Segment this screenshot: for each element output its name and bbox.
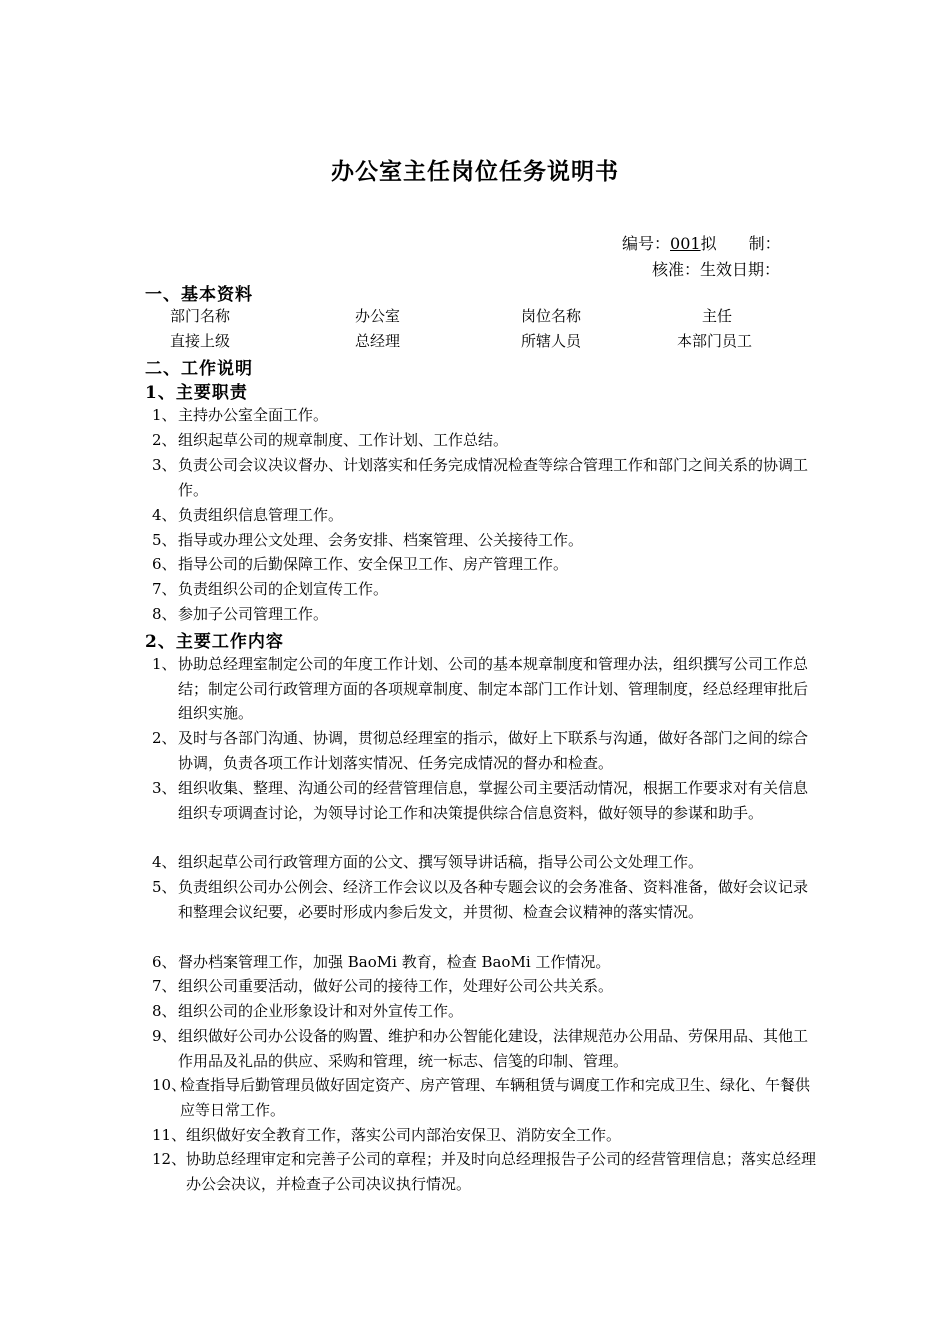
list-item: [152, 453, 820, 502]
list-item-text: 协助总经理室制定公司的年度工作计划、公司的基本规章制度和管理办法，组织撰写公司工作总结；制定公司行政管理方面的各项规章制度、制定本部门工作计划、管理制度，经总经理审批后组织实施。: [178, 655, 809, 722]
list-item-number: 5、: [152, 878, 177, 896]
list-item: [152, 552, 820, 577]
number-label: 编号：: [622, 234, 671, 253]
number-value: 001: [670, 234, 701, 253]
list-item: [152, 1024, 820, 1073]
list-item-text: 参加子公司管理工作。: [178, 605, 329, 623]
list-item-number: 6、: [152, 555, 177, 573]
list-item-number: 12、: [152, 1150, 187, 1168]
list-item-number: 2、: [152, 431, 177, 449]
info-label-subordinates: 所辖人员: [521, 332, 582, 350]
list-item: [152, 974, 820, 999]
drafter-label: 拟 制：: [700, 234, 781, 253]
effective-date-label: 生效日期：: [700, 260, 781, 279]
list-item: [152, 428, 820, 453]
approver-label: 核准：: [652, 260, 701, 279]
subsection-heading-duties: 1、主要职责: [145, 383, 248, 403]
list-item-text: 指导或办理公文处理、会务安排、档案管理、公关接待工作。: [178, 531, 584, 549]
info-value-superior: 总经理: [355, 332, 401, 350]
list-item-text: 组织做好安全教育工作，落实公司内部治安保卫、消防安全工作。: [186, 1126, 622, 1144]
list-item-text: 负责组织公司的企划宣传工作。: [178, 580, 389, 598]
list-item-text: 协助总经理审定和完善子公司的章程；并及时向总经理报告子公司的经营管理信息；落实总经理办公会决议，并检查子公司决议执行情况。: [186, 1150, 817, 1193]
list-item: [152, 652, 820, 726]
list-item: [152, 602, 820, 627]
list-item-text: 督办档案管理工作，加强 BaoMi 教育，检查 BaoMi 工作情况。: [178, 953, 611, 971]
document-title: 办公室主任岗位任务说明书: [331, 158, 619, 185]
meta-line-number: [622, 231, 781, 254]
list-item-text: 负责公司会议决议督办、计划落实和任务完成情况检查等综合管理工作和部门之间关系的协调工作。: [178, 456, 809, 499]
list-item: [152, 403, 820, 428]
list-item-text: 组织公司的企业形象设计和对外宣传工作。: [178, 1002, 464, 1020]
list-item-number: 1、: [152, 655, 177, 673]
info-value-department: 办公室: [355, 307, 401, 325]
list-item-number: 3、: [152, 779, 177, 797]
list-item-text: 组织公司重要活动，做好公司的接待工作，处理好公司公共关系。: [178, 977, 614, 995]
list-item-number: 6、: [152, 953, 177, 971]
list-item: [152, 1147, 820, 1196]
list-item: [152, 726, 820, 775]
list-item-text: 组织做好公司办公设备的购置、维护和办公智能化建设，法律规范办公用品、劳保用品、其他工作用品及礼品的供应、采购和管理，统一标志、信笺的印制、管理。: [178, 1027, 809, 1070]
list-item-number: 10、: [152, 1076, 187, 1094]
list-item: [152, 1073, 820, 1122]
section-heading-basic-info: 一、基本资料: [145, 285, 253, 305]
section-heading-work-description: 二、工作说明: [145, 359, 253, 379]
list-item-text: 组织起草公司行政管理方面的公文、撰写领导讲话稿，指导公司公文处理工作。: [178, 853, 704, 871]
list-item-number: 2、: [152, 729, 177, 747]
list-item-number: 8、: [152, 605, 177, 623]
list-item-text: 及时与各部门沟通、协调，贯彻总经理室的指示，做好上下联系与沟通，做好各部门之间的综合协调，负责各项工作计划落实情况、任务完成情况的督办和检查。: [178, 729, 809, 772]
list-item-number: 7、: [152, 580, 177, 598]
list-item: [152, 1123, 820, 1148]
list-item-number: 8、: [152, 1002, 177, 1020]
list-item: [152, 776, 820, 825]
list-item: [152, 850, 820, 875]
info-label-superior: 直接上级: [170, 332, 231, 350]
subsection-heading-work-content: 2、主要工作内容: [145, 632, 284, 652]
list-item-number: 11、: [152, 1126, 187, 1144]
list-item-number: 9、: [152, 1027, 177, 1045]
info-label-position: 岗位名称: [521, 307, 582, 325]
list-item-text: 主持办公室全面工作。: [178, 406, 329, 424]
list-item: [152, 950, 820, 975]
list-item-text: 组织收集、整理、沟通公司的经营管理信息，掌握公司主要活动情况，根据工作要求对有关信息组织专项调查讨论，为领导讨论工作和决策提供综合信息资料，做好领导的参谋和助手。: [178, 779, 809, 822]
list-item-number: 1、: [152, 406, 177, 424]
meta-line-approval: [652, 257, 780, 280]
list-item-number: 4、: [152, 506, 177, 524]
list-item-number: 3、: [152, 456, 177, 474]
list-item: [152, 577, 820, 602]
list-item-number: 7、: [152, 977, 177, 995]
list-item-number: 4、: [152, 853, 177, 871]
info-value-position: 主任: [702, 307, 733, 325]
list-item: [152, 528, 820, 553]
list-item-text: 指导公司的后勤保障工作、安全保卫工作、房产管理工作。: [178, 555, 569, 573]
list-item: [152, 999, 820, 1024]
list-item-text: 检查指导后勤管理员做好固定资产、房产管理、车辆租赁与调度工作和完成卫生、绿化、午餐供应等日常工作。: [180, 1076, 811, 1119]
list-item-text: 组织起草公司的规章制度、工作计划、工作总结。: [178, 431, 509, 449]
list-item-text: 负责组织公司办公例会、经济工作会议以及各种专题会议的会务准备、资料准备，做好会议记录和整理会议纪要，必要时形成内参后发文，并贯彻、检查会议精神的落实情况。: [178, 878, 809, 921]
info-label-department: 部门名称: [170, 307, 231, 325]
info-value-subordinates: 本部门员工: [677, 332, 753, 350]
list-item-text: 负责组织信息管理工作。: [178, 506, 344, 524]
list-item: [152, 503, 820, 528]
list-item: [152, 875, 820, 924]
list-item-number: 5、: [152, 531, 177, 549]
